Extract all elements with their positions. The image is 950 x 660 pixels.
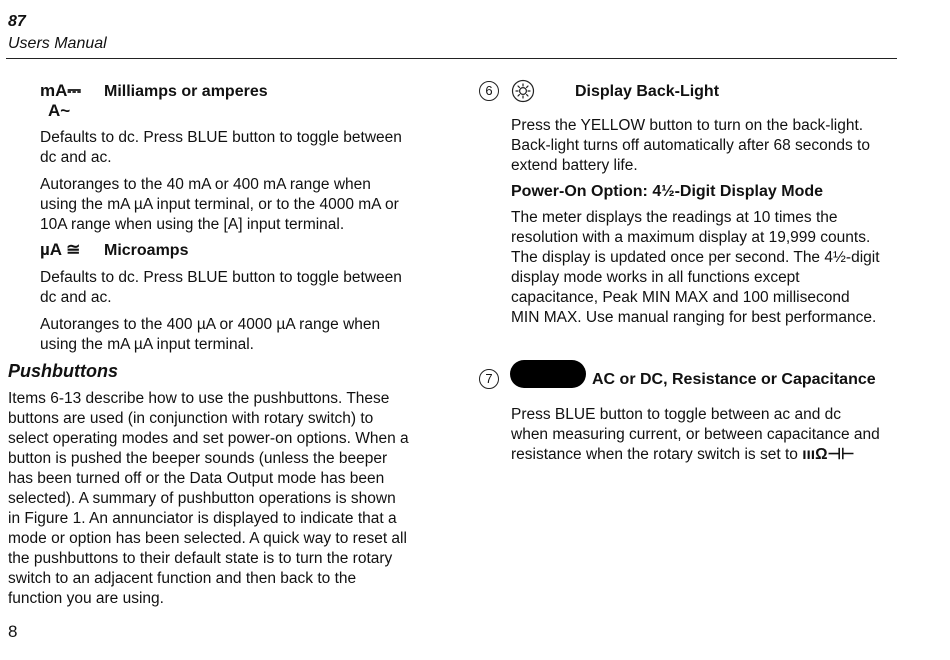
item-6-para1-line2: Back-light turns off automatically after 68 seconds to [511,137,870,154]
option-line: capacitance, Peak MIN MAX and 100 millisecond [511,289,850,306]
milliamps-para2-line1: Autoranges to the 40 mA or 400 mA range when [40,176,371,193]
pushbuttons-line: has been turned off or the Data Output mode has been [8,470,385,487]
milliamps-para1-line2: dc and ac. [40,149,112,166]
item-7-line2: when measuring current, or between capacitance and [511,426,880,443]
milliamps-para2-line3: 10A range when using the [A] input terminal. [40,216,345,233]
item-7-number: 7 [479,369,499,389]
microamps-para1-line1: Defaults to dc. Press BLUE button to toggle between [40,269,402,286]
amps-ac-symbol: A~ [48,101,71,120]
pushbuttons-line: mode or option has been selected. A quick way to reset all [8,530,407,547]
manual-title: Users Manual [8,35,107,52]
item-6-title: Display Back-Light [575,83,720,100]
pushbuttons-line: the pushbuttons to their default state is to turn the rotary [8,550,393,567]
item-6-para1-line3: extend battery life. [511,157,638,174]
pushbuttons-line: button is pushed the beeper sounds (unless the beeper [8,450,388,467]
pushbuttons-line: in Figure 1. An annunciator is displayed to indicate that a [8,510,397,527]
microamps-label: Microamps [104,242,189,259]
option-line: The display is updated once per second. The 4½-digit [511,249,880,266]
pushbuttons-line: buttons are used (in conjunction with rotary switch) to [8,410,374,427]
option-line: The meter displays the readings at 10 times the [511,209,838,226]
footer-page-number: 8 [8,622,18,641]
pushbuttons-body [8,389,409,609]
microamps-symbol: µA ≅ [40,240,81,259]
milliamps-para1-line1: Defaults to dc. Press BLUE button to toggle between [40,129,402,146]
power-on-option-body [511,208,880,328]
blue-button-icon [510,360,586,388]
microamps-para2-line2: using the mA µA input terminal. [40,336,254,353]
pushbuttons-heading: Pushbuttons [8,361,118,381]
option-line: MIN MAX. Use manual ranging for best performance. [511,309,877,326]
header-divider [6,58,897,59]
pushbuttons-line: select operating modes and set power-on options. When a [8,430,409,447]
microamps-para2-line1: Autoranges to the 400 µA or 4000 µA range when [40,316,381,333]
power-on-option-heading: Power-On Option: 4½-Digit Display Mode [511,183,824,200]
item-7-title: AC or DC, Resistance or Capacitance [592,371,876,388]
item-7-line3-wrap [511,445,855,465]
item-6-para1-line1: Press the YELLOW button to turn on the back-light. [511,117,864,134]
pushbuttons-line: function you are using. [8,590,164,607]
milliamps-symbol: mA⎓ [40,81,81,100]
item-7-line3: resistance when the rotary switch is set to [511,446,798,463]
milliamps-para2-line2: using the mA µA input terminal, or to the 4000 mA or [40,196,399,213]
microamps-para1-line2: dc and ac. [40,289,112,306]
option-line: resolution with a maximum display at 19,999 counts. [511,229,871,246]
rotary-switch-symbol: ıııΩ⊣⊢ [802,446,855,463]
pushbuttons-line: switch to an adjacent function and then back to the [8,570,357,587]
milliamps-label: Milliamps or amperes [104,83,268,100]
item-7-line1: Press BLUE button to toggle between ac and dc [511,406,842,423]
backlight-sun-icon [511,79,535,103]
item-6-number: 6 [479,81,499,101]
pushbuttons-line: selected). A summary of pushbutton operations is shown [8,490,396,507]
pushbuttons-line: Items 6-13 describe how to use the pushbuttons. These [8,390,390,407]
header-page-number: 87 [8,13,26,30]
option-line: display mode works in all functions except [511,269,800,286]
